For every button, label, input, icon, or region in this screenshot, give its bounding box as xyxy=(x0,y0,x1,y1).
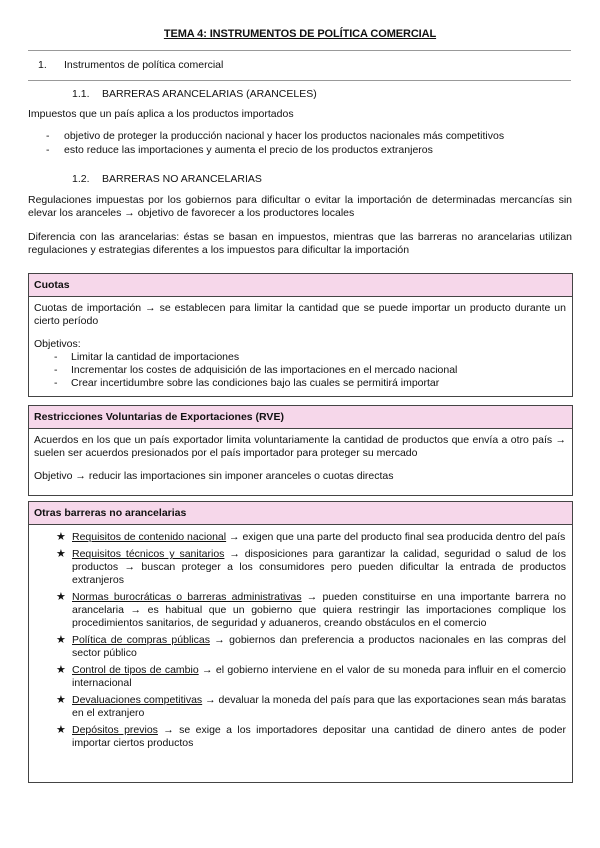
box-header: Cuotas xyxy=(29,274,572,297)
subsection-number: 1.1. xyxy=(72,88,90,100)
section-number: 1. xyxy=(38,59,47,71)
item-desc: → pueden constituirse en una importante barrera no arancelaria → es habitual que un gobierno que quiera restringir las importaciones complique los procedimientos sanitarios, de seguridad y aduaneros, creando obstáculos en el comercio xyxy=(72,591,566,629)
star-icon: ★ xyxy=(56,531,66,543)
box-paragraph: Cuotas de importación → se establecen para limitar la cantidad que se puede importar un producto durante un cierto período xyxy=(34,302,566,327)
star-icon: ★ xyxy=(56,634,66,646)
item-term: Política de compras públicas xyxy=(72,634,210,646)
otras-barreras-box xyxy=(28,501,573,783)
list-item xyxy=(34,664,566,690)
list-item-text: Limitar la cantidad de importaciones xyxy=(71,351,240,363)
item-desc: → disposiciones para garantizar la calidad, seguridad o salud de los productos → buscan proteger a los consumidores pero pueden dificultar la entrada de productos extranjeros xyxy=(72,548,567,586)
box-header: Restricciones Voluntarias de Exportaciones (RVE) xyxy=(29,406,572,429)
list-item: - Crear incertidumbre sobre las condiciones bajo las cuales se permitirá importar xyxy=(54,377,440,389)
section-heading-1 xyxy=(38,59,223,72)
item-term: Requisitos de contenido nacional xyxy=(72,531,227,543)
box-body xyxy=(29,429,572,487)
page-title: TEMA 4: INSTRUMENTOS DE POLÍTICA COMERCIAL xyxy=(163,28,437,40)
star-icon: ★ xyxy=(56,548,66,560)
paragraph: Regulaciones impuestas por los gobiernos para dificultar o evitar la importación de determinadas mercancías sin elevar los aranceles → objetivo de favorecer a los productores locales xyxy=(28,194,572,219)
item-term: Control de tipos de cambio xyxy=(72,664,199,676)
item-desc: → el gobierno interviene en el valor de su moneda para influir en el comercio internacional xyxy=(72,664,566,689)
list-item-text: objetivo de proteger la producción nacional y hacer los productos nacionales más competitivos xyxy=(64,130,505,142)
star-icon: ★ xyxy=(56,694,66,706)
subsection-heading-1-1 xyxy=(72,88,317,101)
list-item-text: esto reduce las importaciones y aumenta el precio de los productos extranjeros xyxy=(64,144,433,156)
item-desc: → devaluar la moneda del país para que las exportaciones sean más baratas en el extranjero xyxy=(72,694,566,719)
list-item xyxy=(34,548,566,587)
list-item-text: Crear incertidumbre sobre las condiciones bajo las cuales se permitirá importar xyxy=(71,377,440,389)
item-term: Depósitos previos xyxy=(72,724,158,736)
box-header: Otras barreras no arancelarias xyxy=(29,502,572,525)
list-item: - Limitar la cantidad de importaciones xyxy=(54,351,240,363)
item-term: Devaluaciones competitivas xyxy=(72,694,203,706)
subsection-heading-1-2 xyxy=(72,173,262,186)
item-desc: → gobiernos dan preferencia a productos nacionales en las compras del sector público xyxy=(72,634,566,659)
list-item xyxy=(34,634,566,660)
list-item: - esto reduce las importaciones y aumenta el precio de los productos extranjeros xyxy=(46,144,433,156)
divider xyxy=(28,50,571,51)
list-item: - objetivo de proteger la producción nacional y hacer los productos nacionales más competitivos xyxy=(46,130,505,142)
divider xyxy=(28,80,571,81)
list-item xyxy=(34,591,566,630)
list-item xyxy=(34,694,566,720)
list-item xyxy=(34,531,566,544)
section-label: Instrumentos de política comercial xyxy=(64,59,224,71)
paragraph: Impuestos que un país aplica a los productos importados xyxy=(28,108,294,120)
list-item-text: Incrementar los costes de adquisición de las importaciones en el mercado nacional xyxy=(71,364,458,376)
box-paragraph: Acuerdos en los que un país exportador limita voluntariamente la cantidad de productos que envía a otro país → suelen ser acuerdos presionados por el país importador para proteger su mercado xyxy=(34,434,566,459)
box-body xyxy=(29,525,572,758)
box-paragraph: Objetivo → reducir las importaciones sin imponer aranceles o cuotas directas xyxy=(34,470,394,482)
cuotas-box xyxy=(28,273,573,397)
list-item xyxy=(34,724,566,750)
item-desc: → se exige a los importadores depositar una cantidad de dinero antes de poder importar ciertos productos xyxy=(72,724,566,749)
item-desc: → exigen que una parte del producto final sea producida dentro del país xyxy=(226,531,566,543)
item-term: Normas burocráticas o barreras administrativas xyxy=(72,591,302,603)
star-icon: ★ xyxy=(56,591,66,603)
subsection-label: BARRERAS ARANCELARIAS (ARANCELES) xyxy=(102,88,317,100)
rve-box xyxy=(28,405,573,496)
subsection-number: 1.2. xyxy=(72,173,90,185)
subsection-label: BARRERAS NO ARANCELARIAS xyxy=(102,173,262,185)
box-body xyxy=(29,297,572,394)
paragraph: Diferencia con las arancelarias: éstas se basan en impuestos, mientras que las barreras no arancelarias utilizan regulaciones y estrategias diferentes a los impuestos para dificultar la importación xyxy=(28,231,572,256)
star-icon: ★ xyxy=(56,664,66,676)
star-icon: ★ xyxy=(56,724,66,736)
objetivos-label: Objetivos: xyxy=(34,338,81,350)
item-term: Requisitos técnicos y sanitarios xyxy=(72,548,225,560)
list-item: - Incrementar los costes de adquisición de las importaciones en el mercado nacional xyxy=(54,364,458,376)
